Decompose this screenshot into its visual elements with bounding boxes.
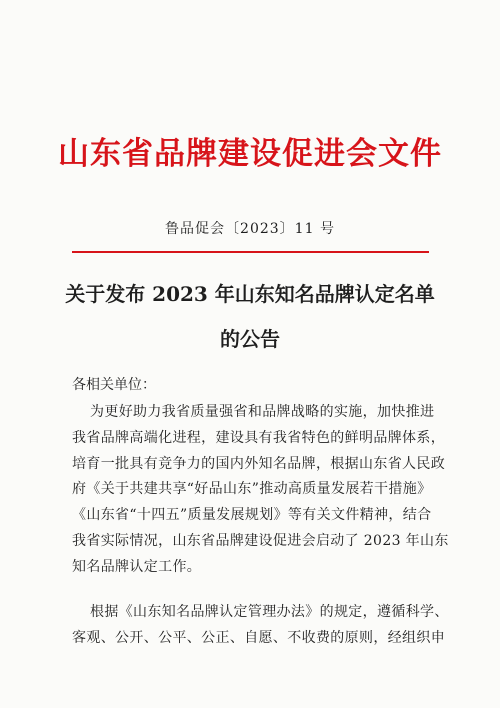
paragraph-line: 我省品牌高端化进程，建设具有我省特色的鲜明品牌体系， [72, 429, 446, 446]
paragraph-line: 根据《山东知名品牌认定管理办法》的规定，遵循科学、 [90, 604, 449, 620]
document-number: 鲁品促会〔2023〕11 号 [165, 221, 335, 237]
notice-title-line-1: 关于发布 2023 年山东知名品牌认定名单 [65, 282, 435, 306]
paragraph-line: 知名品牌认定工作。 [72, 558, 202, 575]
salutation: 各相关单位： [72, 377, 156, 393]
paragraph-line: 客观、公开、公平、公正、自愿、不收费的原则，经组织申 [72, 629, 446, 646]
issuer-header-title: 山东省品牌建设促进会文件 [58, 136, 442, 172]
paragraph-1 [72, 400, 452, 581]
paragraph-line: 培育一批具有竞争力的国内外知名品牌，根据山东省人民政 [72, 455, 446, 472]
paragraph-line: 《山东省“十四五”质量发展规划》等有关文件精神，结合 [72, 507, 432, 524]
paragraph-line: 府《关于共建共享“好品山东”推动高质量发展若干措施》 [72, 481, 432, 498]
paragraph-line: 我省实际情况，山东省品牌建设促进会启动了 2023 年山东 [72, 532, 449, 549]
paragraph-2 [72, 600, 452, 652]
red-divider-line [72, 251, 429, 253]
paragraph-line: 为更好助力我省质量强省和品牌战略的实施，加快推进 [90, 404, 435, 420]
notice-title-line-2: 的公告 [220, 327, 280, 351]
